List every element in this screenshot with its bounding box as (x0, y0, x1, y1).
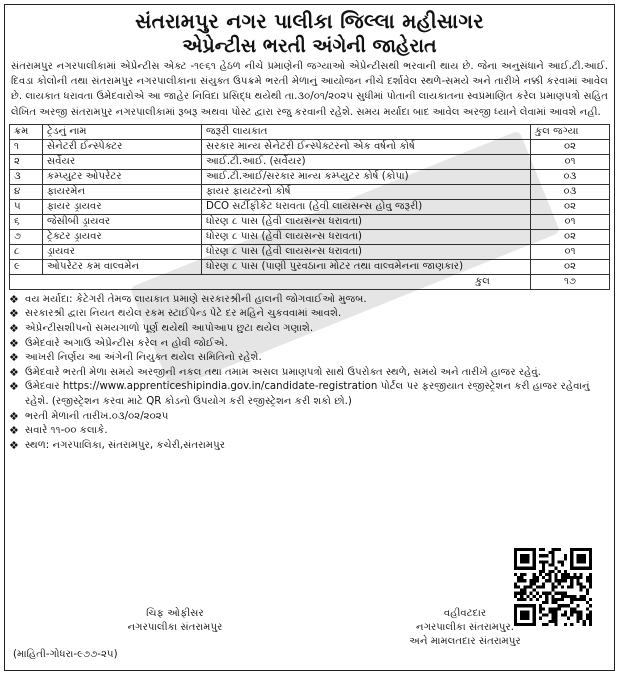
note-text: ઉમેદવાર https://www.apprenticeshipindia.gov.in/candidate-registration પોર્ટલ પર ફરજીયાત રજીસ્ટ્રેશન કરી હાજર રહેવાનું રહેશે. (રજીસ્ટ્રેશન કરવા માટે QR કોડનો ઉપયોગ કરી રજીસ્ટ્રેશન કરી શકો છો.) (25, 381, 590, 407)
note-text: વય મર્યાદા: કેટેગરી તેમજ લાયકાત પ્રમાણે સરકારશ્રીની હાલની જોગવાઈઓ મુજબ. (25, 293, 367, 305)
cell-count: ૦૨ (531, 259, 610, 274)
signature-right-org: નગરપાલીકા સંતરામપુર. (415, 622, 515, 633)
note-item (9, 322, 608, 337)
diamond-bullet-icon: ❖ (9, 424, 19, 438)
cell-count: ૦૧ (531, 214, 610, 229)
cell-trade: ફાયર ડ્રાયવર (43, 199, 202, 214)
diamond-bullet-icon: ❖ (9, 351, 19, 365)
table-row (10, 139, 610, 154)
diamond-bullet-icon: ❖ (9, 409, 19, 423)
signature-administrator (365, 607, 565, 649)
cell-qualification: ફાયર ફાયટરનો કોર્ષ (202, 184, 531, 199)
note-item (9, 410, 608, 425)
signature-right-title: વહીવટદાર (443, 608, 487, 619)
cell-qualification: ધોરણ ૮ પાસ (હેવી લાયસન્સ ધરાવતા) (202, 214, 531, 229)
table-row (10, 244, 610, 259)
table-row (10, 229, 610, 244)
notes-list (5, 290, 614, 454)
cell-trade: ફાયરમેન (43, 184, 202, 199)
cell-count: ૦૧ (531, 244, 610, 259)
table-header-row (10, 124, 610, 139)
total-count: ૧૭ (531, 274, 610, 289)
diamond-bullet-icon: ❖ (9, 307, 19, 321)
col-header-no: ક્રમ (10, 124, 43, 139)
cell-no: ૧ (10, 139, 43, 154)
diamond-bullet-icon: ❖ (9, 292, 19, 306)
cell-trade: ડ્રાયવર (43, 244, 202, 259)
cell-qualification: DCO સર્ટીફીકેટ ધરાવતા (હેવી લાયસન્સ હોવુ જરૂરી) (202, 199, 531, 214)
notice-page (4, 4, 615, 671)
page-title: સંતરામપુર નગર પાલીકા જિલ્લા મહીસાગર (135, 9, 484, 33)
note-item (9, 307, 608, 322)
cell-count: ૦૧ (531, 154, 610, 169)
cell-count: ૦૩ (531, 184, 610, 199)
cell-no: ૯ (10, 259, 43, 274)
note-text: ઉમેદવારે અગાઉ એપ્રેન્ટીસ કરેલ ન હોવી જોઈએ. (25, 337, 228, 349)
cell-count: ૦૨ (531, 229, 610, 244)
cell-count: ૦૨ (531, 199, 610, 214)
table-row (10, 259, 610, 274)
footer-reference: (માહિતી-ગોધરા-૯૭૭-૨૫) (13, 649, 118, 660)
cell-trade: જેસીબી ડ્રાયવર (43, 214, 202, 229)
table-total-row (10, 274, 610, 289)
diamond-bullet-icon: ❖ (9, 438, 19, 452)
cell-qualification: સરકાર માન્ય સેનેટરી ઈન્સ્પેક્ટરનો એક વર્ષનો કોર્ષ (202, 139, 531, 154)
cell-count: ૦૩ (531, 169, 610, 184)
signature-chief-officer (85, 607, 265, 635)
note-text: ભરતી મેળાની તારીખ.૦૩/૦૨/૨૦૨૫ (25, 410, 169, 422)
cell-qualification: આઈ.ટી.આઈ. (સર્વેયર) (202, 154, 531, 169)
trades-table (9, 124, 610, 290)
cell-no: ૭ (10, 229, 43, 244)
table-row (10, 169, 610, 184)
note-item (9, 380, 608, 409)
col-header-qualification: જરૂરી લાયકાત (202, 124, 531, 139)
note-text: એપ્રેન્ટીસશીપનો સમયગાળો પૂર્ણ થયેથી આપોઆપ છુટા થયેલ ગણાશે. (25, 323, 314, 334)
cell-no: ૬ (10, 214, 43, 229)
cell-no: ૨ (10, 154, 43, 169)
note-item (9, 293, 608, 308)
cell-trade: ઓપરેટર કમ વાલ્વમેન (43, 259, 202, 274)
note-text: આખરી નિર્ણય આ અંગેની નિયુક્ત થયેલ સમિતિનો રહેશે. (25, 352, 262, 364)
note-text: સ્થળ: નગરપાલિકા, સંતરામપુર, કચેરી,સંતરામપુર (25, 439, 225, 451)
diamond-bullet-icon: ❖ (9, 365, 19, 379)
diamond-bullet-icon: ❖ (9, 336, 19, 350)
cell-qualification: આઈ.ટી.આઈ/સરકાર માન્ય કમ્પ્યુટર કોર્ષ (કોપા) (202, 169, 531, 184)
signature-left-title: ચિફ ઓફીસર (146, 608, 204, 619)
note-item (9, 337, 608, 352)
cell-qualification: ધોરણ ૮ પાસ (પાણી પુરવઠાના મોટર તથા વાલ્વમેનના જાણકાર) (202, 259, 531, 274)
intro-paragraph: સંતરામપુર નગરપાલીકામાં એપ્રેન્ટીસ એક્ટ -૧૯૬૧ હેઠળ નીચે પ્રમાણેની જગ્યાઓ એપ્રેન્ટીસથી ભરવાની થાય છે. જેના અનુસંધાને આઈ.ટી.આઈ. દિવડા કોલોની તથા સંતરામપુર નગરપાલીકાના સંયુક્ત ઉપક્રમે ભરતી મેળાનું આયોજન નીચે દર્શાવેલ સ્થળે-સમયે અને તારીખે નક્કી કરવામાં આવેલ છે. લાયકાત ધરાવતા ઉમેદવારોએ આ જાહેર નિવિદા પ્રસિદ્ધ થયેથી તા.૩૦/૦૧/૨૦૨૫ સુધીમાં પોતાની લાયકાતના સ્વપ્રમાણિત કરેલ પ્રમાણપત્રો સહિત લેખિત અરજી સંતરામપુર નગરપાલીકામાં રૂબરૂ અથવા પોસ્ટ દ્વારા રજુ કરવાની રહેશે. સમય મર્યાદા બાદ આવેલ અરજી ધ્યાને લેવામાં આવશે નહી. (11, 61, 608, 118)
cell-no: ૩ (10, 169, 43, 184)
note-item (9, 351, 608, 366)
cell-no: ૮ (10, 244, 43, 259)
diamond-bullet-icon: ❖ (9, 322, 19, 335)
table-row (10, 199, 610, 214)
note-item (9, 366, 608, 381)
note-text: સરકારશ્રી દ્વારા નિયત થયેલ રકમ સ્ટાઈપેન્ડ પેટે દર મહિને ચુકવવામાં આવશે. (25, 308, 342, 320)
page-subtitle: એપ્રેન્ટીસ ભરતી અંગેની જાહેરાત (182, 35, 437, 57)
cell-qualification: ધોરણ ૮ પાસ (હેવી લાયસન્સ ધરાવતા) (202, 244, 531, 259)
table-row (10, 184, 610, 199)
table-row (10, 214, 610, 229)
diamond-bullet-icon: ❖ (9, 380, 19, 394)
cell-trade: સર્વેયર (43, 154, 202, 169)
signature-left-org: નગરપાલીકા સંતરામપુર (127, 622, 223, 633)
cell-trade: ટ્રેક્ટર ડ્રાયવર (43, 229, 202, 244)
cell-trade: કમ્પ્યુટર ઓપરેટર (43, 169, 202, 184)
cell-no: ૪ (10, 184, 43, 199)
signature-right-extra: અને મામલતદાર સંતરામપુર (409, 636, 521, 647)
cell-count: ૦૨ (531, 139, 610, 154)
cell-qualification: ધોરણ ૮ પાસ (હેવી લાયસન્સ ધરાવતા) (202, 229, 531, 244)
table-row (10, 154, 610, 169)
note-text: સવારે ૧૧-૦૦ કલાકે. (25, 425, 108, 437)
col-header-trade: ટ્રેડનું નામ (43, 124, 202, 139)
note-item (9, 439, 608, 454)
note-item (9, 424, 608, 439)
note-text: ઉમેદવારે ભરતી મેળા સમયે અરજીની નકલ તથા તમામ અસલ પ્રમાણપત્રો સાથે ઉપરોક્ત સ્થળે, સમયે અને તારીખે હાજર રહેવું. (25, 366, 541, 378)
cell-no: ૫ (10, 199, 43, 214)
col-header-count: કુલ જગ્યા (531, 124, 610, 139)
total-label: કુલ (10, 274, 531, 289)
cell-trade: સેનેટરી ઈન્સ્પેક્ટર (43, 139, 202, 154)
